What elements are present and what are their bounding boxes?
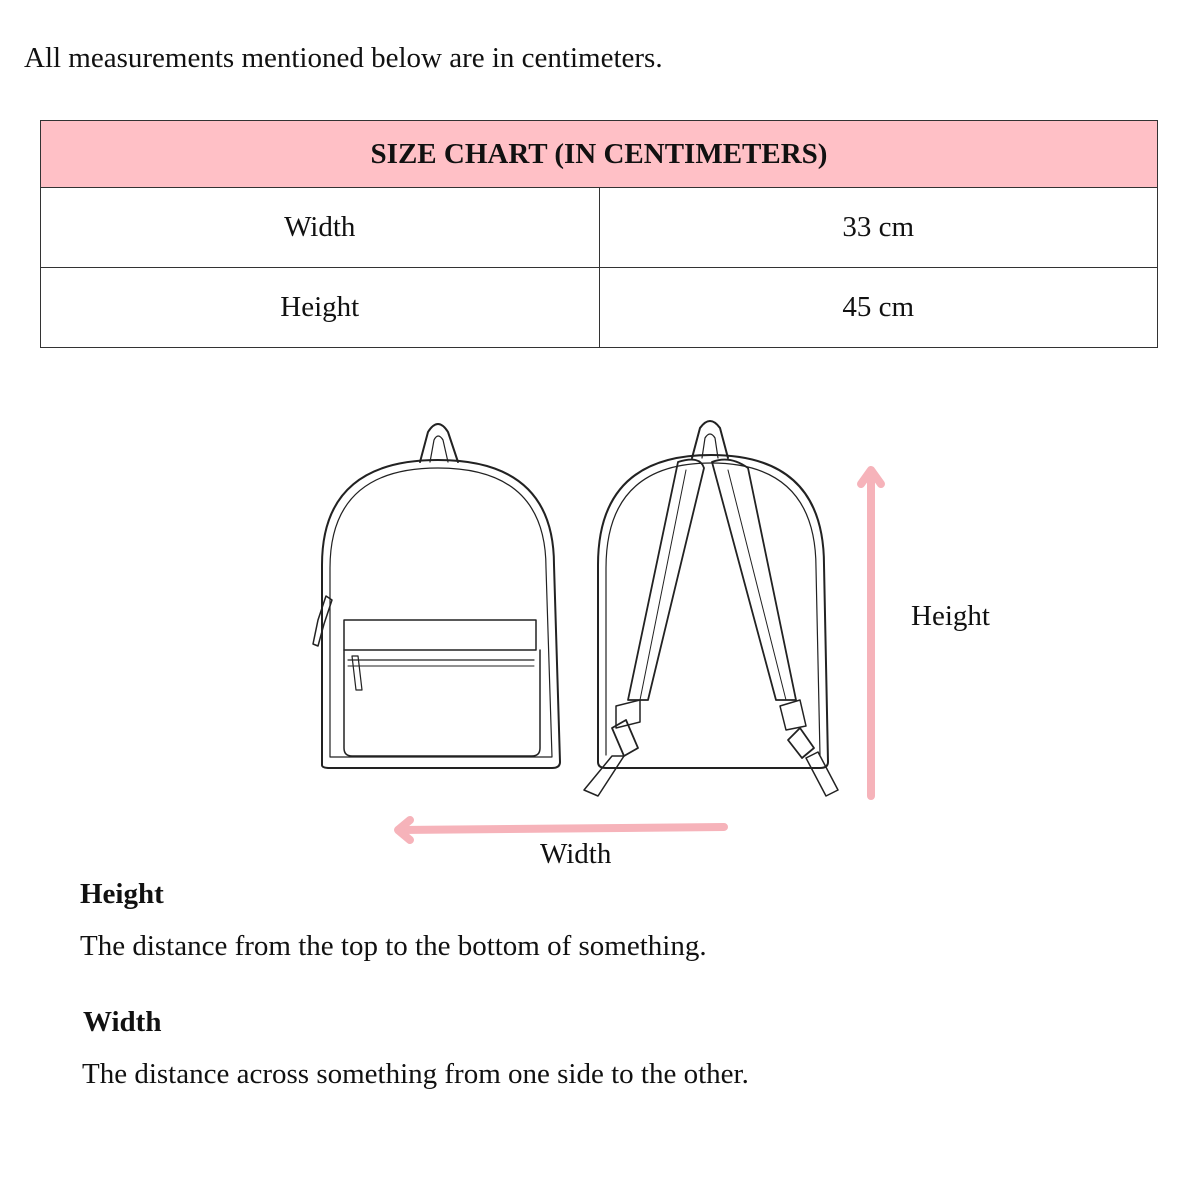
row-label-width: Width	[41, 188, 600, 268]
row-label-height: Height	[41, 268, 600, 348]
intro-text: All measurements mentioned below are in centimeters.	[24, 42, 663, 74]
backpack-front-illustration	[313, 424, 560, 768]
backpack-diagram	[0, 400, 1200, 880]
size-chart-title: SIZE CHART (IN CENTIMETERS)	[41, 121, 1158, 188]
backpack-back-illustration	[584, 421, 838, 796]
definition-term-height: Height	[80, 878, 164, 910]
definition-text-width: The distance across something from one side to the other.	[82, 1058, 749, 1090]
table-row	[41, 188, 1158, 268]
width-arrow	[398, 820, 724, 840]
size-chart-header-row	[41, 121, 1158, 188]
row-value-height: 45 cm	[599, 268, 1158, 348]
definition-term-width: Width	[83, 1006, 162, 1038]
size-chart-table	[40, 120, 1158, 348]
height-arrow	[861, 470, 881, 796]
width-arrow-label: Width	[540, 838, 612, 870]
definition-text-height: The distance from the top to the bottom of something.	[80, 930, 707, 962]
row-value-width: 33 cm	[599, 188, 1158, 268]
table-row	[41, 268, 1158, 348]
height-arrow-label: Height	[911, 600, 990, 632]
